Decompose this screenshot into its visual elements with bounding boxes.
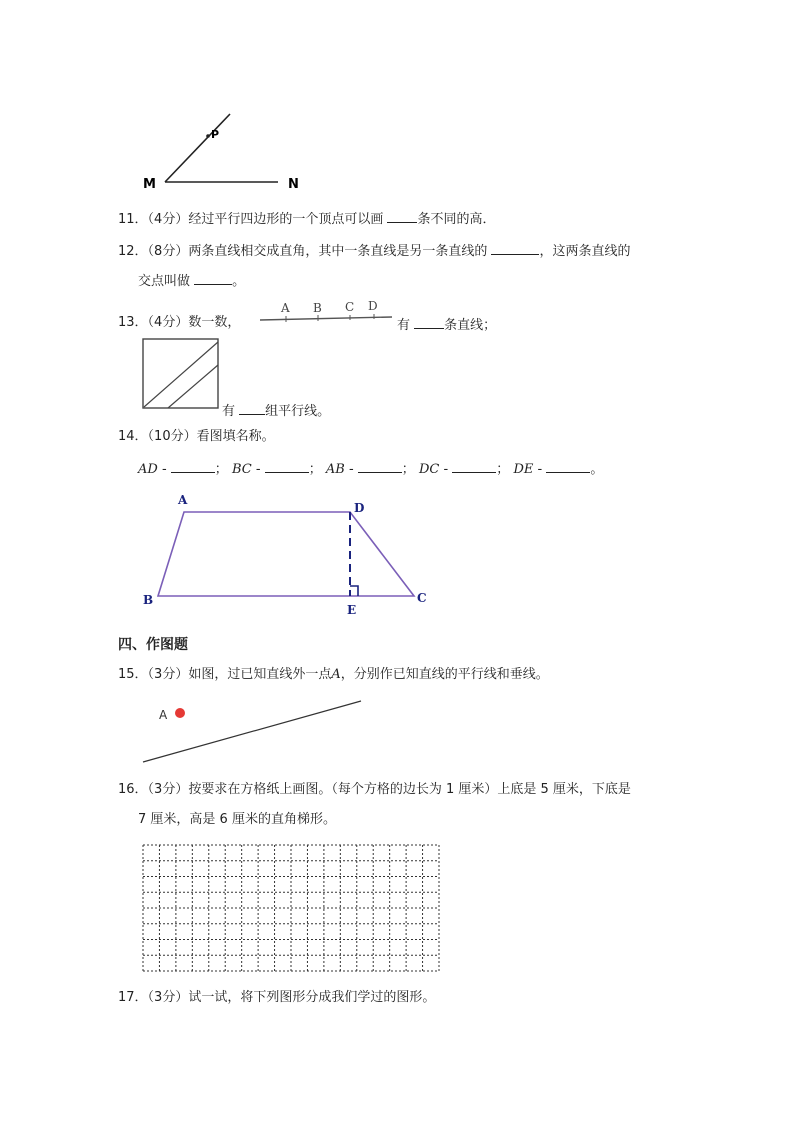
question-16 xyxy=(118,781,631,799)
question-number: 16． xyxy=(118,782,148,797)
square-grid-paper[interactable] xyxy=(142,844,440,972)
question-text: 条不同的高． xyxy=(417,212,496,227)
answer-blank[interactable] xyxy=(452,458,496,473)
question-number: 17． xyxy=(118,990,148,1005)
label-n: N xyxy=(288,177,299,192)
question-text: 组平行线。 xyxy=(265,404,331,419)
question-12-line2 xyxy=(138,270,245,291)
vertex-label-c: C xyxy=(417,591,427,605)
question-score: （4分） xyxy=(147,315,189,330)
question-13 xyxy=(118,314,240,332)
question-text: ，分别作已知直线的平行线和垂线。 xyxy=(340,667,549,682)
answer-blank[interactable] xyxy=(239,400,265,415)
question-13-square-text xyxy=(222,400,330,421)
question-16-line2: 7 厘米，高是 6 厘米的直角梯形。 xyxy=(138,812,336,827)
question-13-tail xyxy=(397,314,496,335)
question-text: 看图填名称。 xyxy=(196,429,275,444)
answer-blank[interactable] xyxy=(387,208,417,223)
question-number: 15． xyxy=(118,667,148,682)
question-text: 数一数， xyxy=(188,315,241,330)
square-parallel-lines-figure xyxy=(142,338,220,410)
question-number: 12． xyxy=(118,244,148,259)
fill-item-bc: BC - ； xyxy=(232,462,322,477)
question-text: 两条直线相交成直角，其中一条直线是另一条直线的 xyxy=(188,244,488,259)
fill-item-ad: AD - ； xyxy=(138,462,228,477)
question-score: （8分） xyxy=(147,244,189,259)
question-text: 有 xyxy=(222,404,236,419)
point-label-a: A xyxy=(159,708,168,722)
answer-blank[interactable] xyxy=(194,270,232,285)
answer-blank[interactable] xyxy=(265,458,309,473)
question-15 xyxy=(118,666,549,684)
fill-item-ab: AB - ； xyxy=(326,462,415,477)
fill-item-dc: DC - ； xyxy=(419,462,509,477)
point-label-a: A xyxy=(281,301,290,315)
line-and-point-figure xyxy=(140,696,370,768)
answer-blank[interactable] xyxy=(546,458,590,473)
vertex-label-a: A xyxy=(178,493,188,507)
vertex-label-e: E xyxy=(347,603,357,617)
fill-item-de: DE - 。 xyxy=(513,462,603,477)
question-text: 交点叫做 xyxy=(138,274,191,289)
question-14 xyxy=(118,428,275,446)
question-14-fill-line xyxy=(138,458,603,479)
trapezoid-figure xyxy=(138,488,438,618)
question-score: （3分） xyxy=(147,667,189,682)
question-text: ，这两条直线的 xyxy=(539,244,631,259)
question-text: 试一试，将下列图形分成我们学过的图形。 xyxy=(188,990,436,1005)
point-label-d: D xyxy=(368,300,378,313)
point-name: A xyxy=(331,667,341,682)
question-number: 11． xyxy=(118,212,148,227)
question-text: 按要求在方格纸上画图。（每个方格的边长为 1 厘米）上底是 5 厘米，下底是 xyxy=(188,782,631,797)
point-label-c: C xyxy=(345,300,355,314)
answer-blank[interactable] xyxy=(171,458,215,473)
question-score: （4分） xyxy=(147,212,189,227)
point-label-b: B xyxy=(313,301,322,315)
label-p: P xyxy=(211,128,220,141)
answer-blank[interactable] xyxy=(414,314,444,329)
question-text: 。 xyxy=(232,274,246,289)
question-score: （3分） xyxy=(147,990,189,1005)
question-score: （10分） xyxy=(147,429,197,444)
vertex-label-b: B xyxy=(143,593,154,607)
question-score: （3分） xyxy=(147,782,189,797)
question-17 xyxy=(118,989,435,1007)
vertex-label-d: D xyxy=(354,501,365,515)
question-number: 13． xyxy=(118,315,148,330)
question-11 xyxy=(118,208,496,229)
label-m: M xyxy=(143,177,156,192)
line-abcd-figure xyxy=(256,300,396,326)
question-text: 条直线； xyxy=(444,318,497,333)
question-text: 经过平行四边形的一个顶点可以画 xyxy=(188,212,384,227)
question-text: 如图，过已知直线外一点 xyxy=(188,667,332,682)
section-title: 四、作图题 xyxy=(118,637,188,653)
angle-mpn-figure xyxy=(138,108,308,194)
question-12 xyxy=(118,240,631,261)
question-text: 有 xyxy=(397,318,411,333)
answer-blank[interactable] xyxy=(358,458,402,473)
answer-blank[interactable] xyxy=(491,240,539,255)
question-number: 14． xyxy=(118,429,148,444)
